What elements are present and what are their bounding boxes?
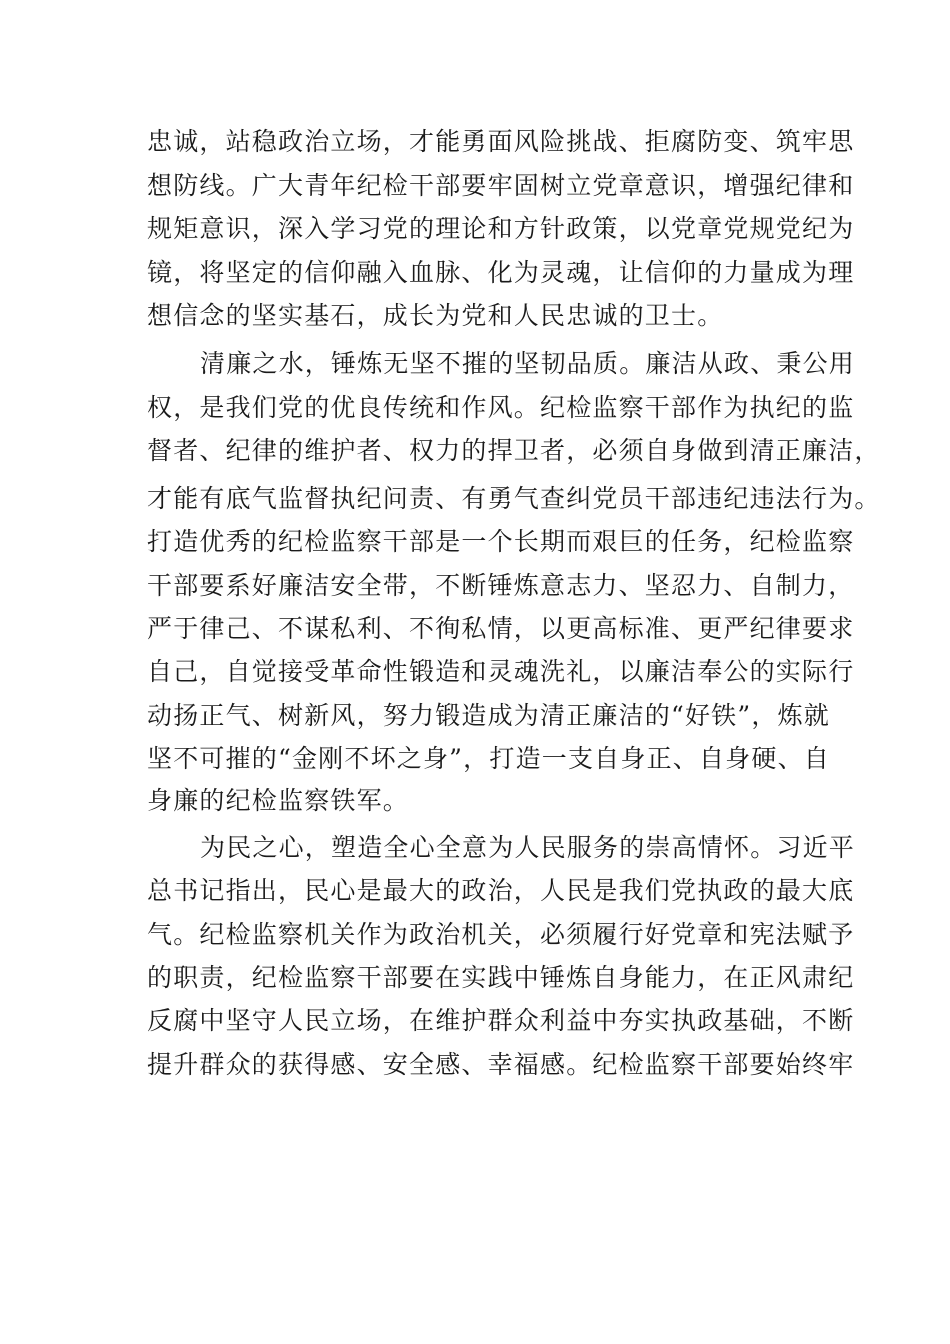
text-line: 反腐中坚守人民立场，在维护群众利益中夯实执政基础，不断 [147,1006,855,1035]
text-line: 为民之心，塑造全心全意为人民服务的崇高情怀。习近平 [200,833,856,862]
text-line: 身廉的纪检监察铁军。 [147,786,410,815]
text-line: 忠诚，站稳政治立场，才能勇面风险挑战、拒腐防变、筑牢思 [147,127,855,156]
text-line: 动扬正气、树新风，努力锻造成为清正廉洁的“好铁”，炼就 [147,701,830,730]
text-line: 权，是我们党的优良传统和作风。纪检监察干部作为执纪的监 [147,393,855,422]
text-line: 规矩意识，深入学习党的理论和方针政策，以党章党规党纪为 [147,214,855,243]
text-line: 严于律己、不谋私利、不徇私情，以更高标准、更严纪律要求 [147,614,855,643]
text-line: 想防线。广大青年纪检干部要牢固树立党章意识，增强纪律和 [147,171,855,200]
text-line: 清廉之水，锤炼无坚不摧的坚韧品质。廉洁从政、秉公用 [200,349,856,378]
text-line: 干部要系好廉洁安全带，不断锤炼意志力、坚忍力、自制力， [147,571,855,600]
text-line: 镜，将坚定的信仰融入血脉、化为灵魂，让信仰的力量成为理 [147,258,855,287]
text-line: 坚不可摧的“金刚不坏之身”，打造一支自身正、自身硬、自 [147,744,830,773]
text-line: 自己，自觉接受革命性锻造和灵魂洗礼，以廉洁奉公的实际行 [147,657,855,686]
text-line: 提升群众的获得感、安全感、幸福感。纪检监察干部要始终牢 [147,1050,855,1079]
text-line: 打造优秀的纪检监察干部是一个长期而艰巨的任务，纪检监察 [147,527,855,556]
text-line: 总书记指出，民心是最大的政治，人民是我们党执政的最大底 [147,876,855,905]
text-line: 想信念的坚实基石，成长为党和人民忠诚的卫士。 [147,301,724,330]
text-line: 气。纪检监察机关作为政治机关，必须履行好党章和宪法赋予 [147,920,855,949]
text-line: 的职责，纪检监察干部要在实践中锤炼自身能力，在正风肃纪 [147,963,855,992]
text-line: 督者、纪律的维护者、权力的捍卫者，必须自身做到清正廉洁， [147,436,881,465]
text-line: 才能有底气监督执纪问责、有勇气查纠党员干部违纪违法行为。 [147,484,881,513]
